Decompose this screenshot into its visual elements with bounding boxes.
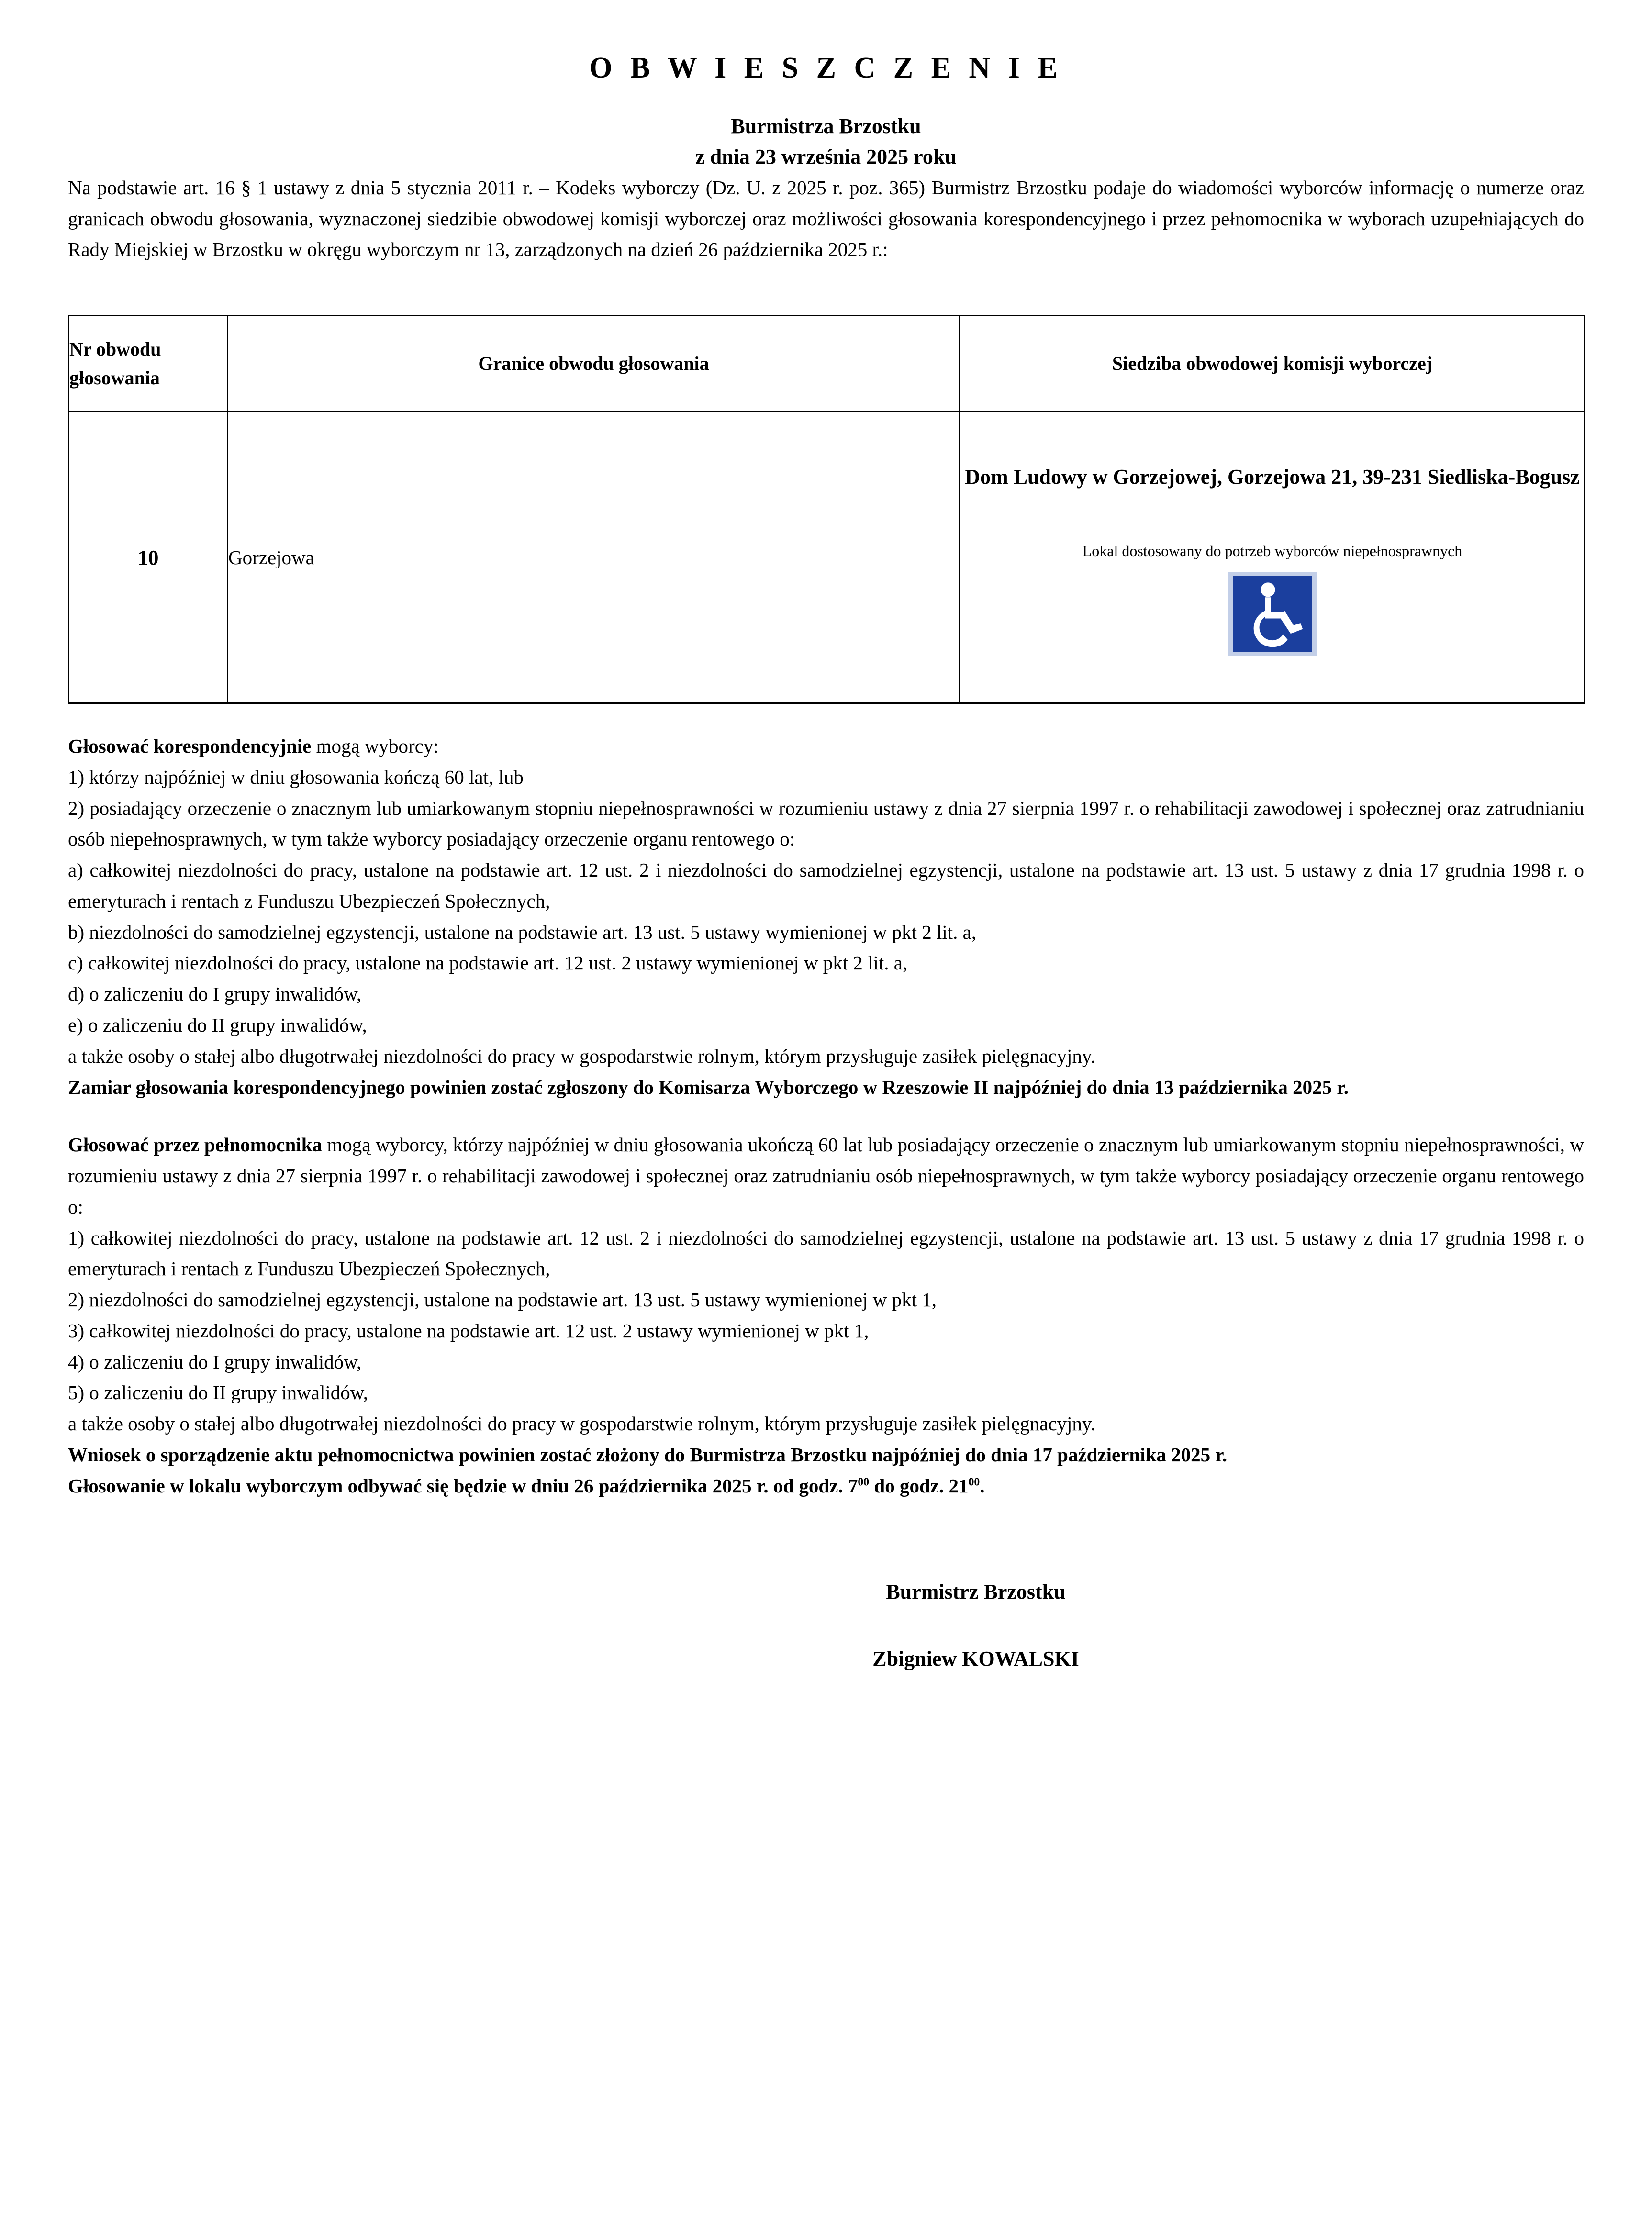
proxy-voting-heading-bold: Głosować przez pełnomocnika	[68, 1134, 322, 1156]
postal-item-b: b) niezdolności do samodzielnej egzystencji, ustalone na podstawie art. 13 ust. 5 ustawy wymienionej w pkt 2 lit. a,	[68, 921, 977, 943]
postal-voting-section	[68, 731, 1584, 1071]
intro-paragraph: Na podstawie art. 16 § 1 ustawy z dnia 5 stycznia 2011 r. – Kodeks wyborczy (Dz. U. z 2025 r. poz. 365) Burmistrz Brzostku podaje do wiadomości wyborców informację o numerze oraz granicach obwodu głosowania, wyznaczonej siedzibie obwodowej komisji wyborczej oraz możliwości głosowania korespondencyjnego i przez pełnomocnika w wyborach uzupełniających do Rady Miejskiej w Brzostku w okręgu wyborczym nr 13, zarządzonych na dzień 26 października 2025 r.:	[68, 176, 1584, 261]
postal-voting-heading-bold: Głosować korespondencyjnie	[68, 735, 312, 757]
postal-item-c: c) całkowitej niezdolności do pracy, ustalone na podstawie art. 12 ust. 2 ustawy wymienionej w pkt 2 lit. a,	[68, 952, 908, 974]
postal-item-closing: a także osoby o stałej albo długotrwałej niezdolności do pracy w gospodarstwie rolnym, którym przysługuje zasiłek pielęgnacyjny.	[68, 1045, 1095, 1067]
proxy-voting-section	[68, 1129, 1584, 1439]
voting-hours-start-sup: 00	[858, 1476, 870, 1489]
postal-item-e: e) o zaliczeniu do II grupy inwalidów,	[68, 1013, 367, 1036]
proxy-item-3: 3) całkowitej niezdolności do pracy, ustalone na podstawie art. 12 ust. 2 ustawy wymienionej w pkt 1,	[68, 1319, 869, 1342]
voting-hours-end: 21	[949, 1474, 969, 1497]
voting-hours-prefix: Głosowanie w lokalu wyborczym odbywać się będzie w dniu 26 października 2025 r. od godz.	[68, 1474, 848, 1497]
postal-item-d: d) o zaliczeniu do I grupy inwalidów,	[68, 983, 362, 1005]
document-subtitle	[68, 111, 1584, 172]
precinct-table	[68, 315, 1585, 704]
accessibility-note: Lokal dostosowany do potrzeb wyborców niepełnosprawnych	[1082, 542, 1462, 559]
voting-hours-start: 7	[848, 1474, 858, 1497]
column-header-precinct-number: Nr obwodu głosowania	[69, 316, 228, 412]
proxy-voting-heading	[68, 1129, 1584, 1222]
voting-hours	[68, 1470, 1584, 1502]
subtitle-date: z dnia 23 września 2025 roku	[695, 145, 957, 168]
column-header-precinct-boundaries: Granice obwodu głosowania	[228, 316, 960, 412]
signature-block	[68, 1581, 1584, 1670]
signature-office: Burmistrz Brzostku	[886, 1580, 1066, 1604]
postal-voting-heading-rest: mogą wyborcy:	[311, 735, 439, 757]
proxy-item-1: 1) całkowitej niezdolności do pracy, ustalone na podstawie art. 12 ust. 2 i niezdolności do samodzielnej egzystencji, ustalone na podstawie art. 13 ust. 5 ustawy z dnia 17 grudnia 1998 r. o emeryturach i rentach z Funduszu Ubezpieczeń Społecznych,	[68, 1226, 1584, 1280]
commission-seat-address: Dom Ludowy w Gorzejowej, Gorzejowa 21, 39-231 Siedliska-Bogusz	[965, 465, 1580, 489]
voting-hours-suffix: .	[980, 1474, 985, 1497]
cell-precinct-boundaries: Gorzejowa	[228, 412, 960, 703]
document-title: O B W I E S Z C Z E N I E	[589, 52, 1063, 84]
subtitle-authority: Burmistrza Brzostku	[731, 114, 921, 138]
proxy-item-2: 2) niezdolności do samodzielnej egzystencji, ustalone na podstawie art. 13 ust. 5 ustawy wymienionej w pkt 1,	[68, 1289, 937, 1311]
wheelchair-icon	[1228, 572, 1317, 656]
postal-voting-heading	[68, 731, 1584, 762]
postal-item-a: a) całkowitej niezdolności do pracy, ustalone na podstawie art. 12 ust. 2 i niezdolności do samodzielnej egzystencji, ustalone na podstawie art. 13 ust. 5 ustawy z dnia 17 grudnia 1998 r. o emeryturach i rentach z Funduszu Ubezpieczeń Społecznych,	[68, 859, 1584, 912]
voting-hours-end-sup: 00	[968, 1476, 980, 1489]
postal-item-1: 1) którzy najpóźniej w dniu głosowania kończą 60 lat, lub	[68, 766, 524, 788]
signature-name: Zbigniew KOWALSKI	[872, 1647, 1079, 1671]
proxy-item-closing: a także osoby o stałej albo długotrwałej niezdolności do pracy w gospodarstwie rolnym, którym przysługuje zasiłek pielęgnacyjny.	[68, 1413, 1095, 1435]
table-header-row	[69, 316, 1585, 412]
column-header-commission-seat: Siedziba obwodowej komisji wyborczej	[960, 316, 1585, 412]
cell-precinct-number: 10	[69, 412, 228, 703]
proxy-voting-heading-rest: mogą wyborcy, którzy najpóźniej w dniu głosowania ukończą 60 lat lub posiadający orzeczenie o znacznym lub umiarkowanym stopniu niepełnosprawności, w rozumieniu ustawy z dnia 27 sierpnia 1997 r. o rehabilitacji zawodowej i społecznej oraz zatrudnianiu osób niepełnosprawnych, w tym także wyborcy posiadający orzeczenie organu rentowego o:	[68, 1134, 1585, 1218]
postal-item-2: 2) posiadający orzeczenie o znacznym lub umiarkowanym stopniu niepełnosprawności w rozumieniu ustawy z dnia 27 sierpnia 1997 r. o rehabilitacji zawodowej i społecznej oraz zatrudnianiu osób niepełnosprawnych, w tym także wyborcy posiadający orzeczenie organu rentowego o:	[68, 797, 1584, 850]
cell-commission-seat	[960, 412, 1585, 703]
voting-hours-middle: do godz.	[869, 1474, 949, 1497]
proxy-item-5: 5) o zaliczeniu do II grupy inwalidów,	[68, 1381, 368, 1404]
proxy-item-4: 4) o zaliczeniu do I grupy inwalidów,	[68, 1350, 362, 1373]
proxy-voting-deadline: Wniosek o sporządzenie aktu pełnomocnictwa powinien zostać złożony do Burmistrza Brzostku najpóźniej do dnia 17 października 2025 r.	[68, 1443, 1228, 1466]
accessibility-icon-wrap	[960, 572, 1584, 656]
postal-voting-deadline: Zamiar głosowania korespondencyjnego powinien zostać zgłoszony do Komisarza Wyborczego w Rzeszowie II najpóźniej do dnia 13 października 2025 r.	[68, 1076, 1349, 1098]
table-row	[69, 412, 1585, 703]
